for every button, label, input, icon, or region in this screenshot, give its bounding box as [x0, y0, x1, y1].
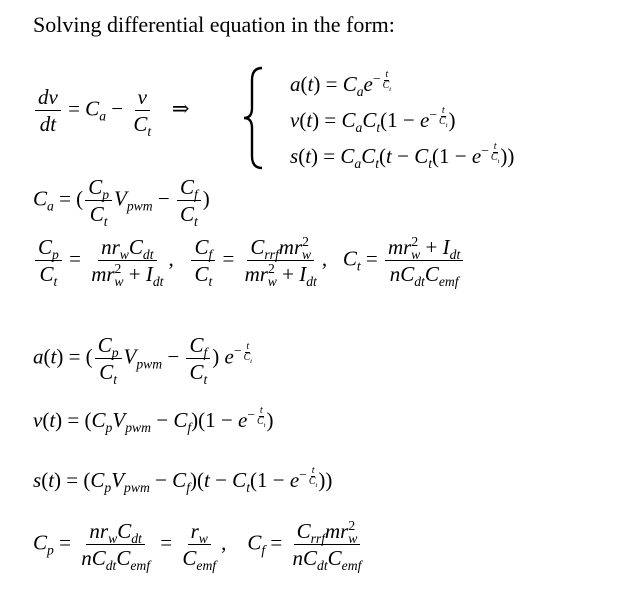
equation-cp-cf: $C_p$ = $\frac{nr_wC_{dt}}{nC_{dt}C_{emf}}$ = $\frac{r_w}{C_{emf}}$ , $C_f$ = $\frac{C_{rrf}mr^2_w}{nC_{dt}C_{emf}}$ — [33, 518, 362, 574]
fraction-dv-dt: $\frac{dv}{dt}$ — [35, 86, 61, 135]
equation-coefficients: $\frac{C_p}{C_t}$ = $\frac{nr_wC_{dt}}{mr^2_w + I_{dt}}$ , $\frac{C_f}{C_t}$ = $\frac{C_{rrf}mr^2_w}{mr^2_w + I_{dt}}$ , $C_t$ = $\frac{mr^2_w + I_{dt}}{nC_{dt}C_{emf}}$ — [33, 236, 465, 285]
fraction-v-ct: $\frac{v}{C_t}$ — [133, 85, 152, 140]
heading: Solving differential equation in the form: — [33, 12, 395, 37]
equation-s-t: $s(t) = (C_pV_{pwm} - C_f)(t - C_t(1 - e^{- \frac{t}{C_t}}$ )) — [33, 465, 333, 496]
equation-ca: $C_a$ = ( $\frac{C_p}{C_t}$ $V_{pwm}$ − $\frac{C_f}{C_t}$ ) — [33, 175, 210, 230]
equation-v-t: $v(t) = (C_pV_{pwm} - C_f)(1 - e^{- \frac{t}{C_t}}$ ) — [33, 405, 274, 436]
differential-equation: $\frac{dv}{dt}$ = $C_a$ − $\frac{v}{C_t}$ ⇒ — [33, 86, 190, 135]
left-brace-icon — [240, 64, 268, 172]
solution-v: $v(t) = C_aC_t(1 - e^{- \frac{t}{C_t}}$ ) — [290, 105, 456, 136]
equation-a-t: a(t) = ( $\frac{C_p}{C_t}$ $V_{pwm}$ − $\frac{C_f}{C_t}$ ) $e^{- \frac{t}{C_t}}$ — [33, 333, 253, 388]
solution-a: $a(t) = C_ae^{- \frac{t}{C_t}}$ — [290, 69, 392, 100]
solution-s: $s(t) = C_aC_t(t - C_t(1 - e^{- \frac{t}{C_t}}$ )) — [290, 141, 515, 172]
